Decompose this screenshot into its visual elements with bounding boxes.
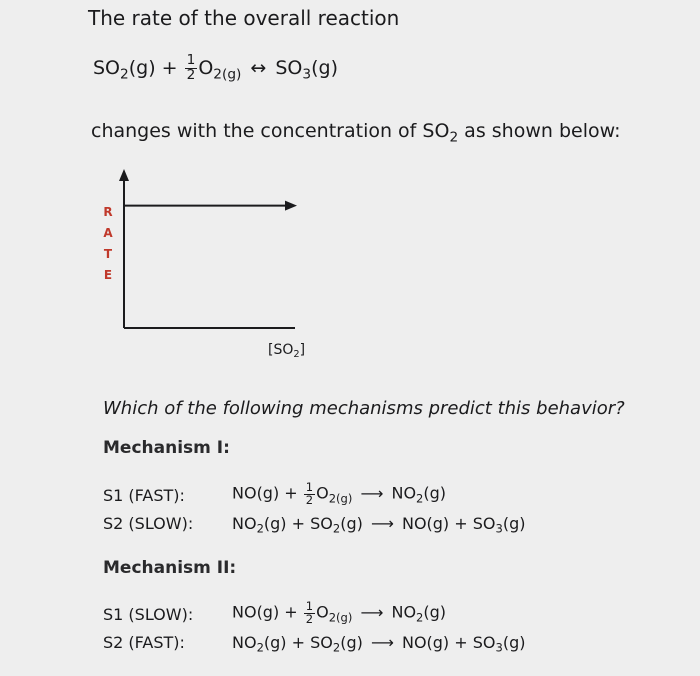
y-axis-letter-e: E	[103, 268, 113, 282]
mechanism-2-step-2-equation: $NO_2(g) + SO_2(g)$ ⟶ $NO(g) + SO_3(g)$	[232, 633, 526, 655]
mechanism-1-step-2-label: S2 (SLOW):	[103, 514, 194, 533]
mechanism-1-step-1-equation: NO(g) + $\frac{1}{2}$ $O_{2(g)}$ ⟶ $NO_2(g)$	[232, 480, 446, 507]
mechanism-1-label: Mechanism I:	[103, 438, 230, 458]
so2-formula: $SO_2(g)$	[93, 56, 156, 83]
mechanism-2-label: Mechanism II:	[103, 558, 237, 578]
mechanism-2-step-1-label: S1 (SLOW):	[103, 605, 194, 624]
o2-formula: $O_{2(g)}$	[198, 56, 242, 83]
one-half-fraction: $\frac{1}{2}$	[305, 599, 314, 626]
y-axis-letter-r: R	[103, 205, 113, 219]
reaction-arrow: ⟶	[370, 514, 394, 533]
reaction-arrow: ⟶	[360, 483, 384, 503]
one-half-fraction: $\frac{1}{2}$	[305, 480, 314, 507]
y-axis-letter-t: T	[103, 247, 113, 261]
one-half-fraction: $\frac{1}{2}$	[186, 52, 196, 83]
y-axis-letter-a: A	[103, 226, 113, 240]
equilibrium-arrow: ↔	[250, 56, 267, 79]
question-prompt: Which of the following mechanisms predict this behavior?	[103, 398, 625, 419]
intro-sentence: changes with the concentration of $SO_2$ as shown below:	[91, 120, 621, 146]
mechanism-1-step-2-equation: $NO_2(g) + SO_2(g)$ ⟶ $NO(g) + SO_3(g)$	[232, 514, 526, 536]
plus-sign: +	[161, 56, 178, 79]
overall-reaction-equation	[93, 54, 338, 83]
mechanism-2-step-1-equation: NO(g) + $\frac{1}{2}$ $O_{2(g)}$ ⟶ $NO_2(g)$	[232, 599, 446, 626]
so3-formula: $SO_3(g)$	[275, 56, 338, 83]
mechanism-1-step-1-label: S1 (FAST):	[103, 486, 185, 505]
mechanism-2-step-2-label: S2 (FAST):	[103, 633, 185, 652]
reaction-arrow: ⟶	[360, 602, 384, 622]
y-axis-label	[103, 205, 113, 282]
x-axis-label: $[SO_2]$	[268, 342, 306, 360]
y-axis-arrowhead	[119, 169, 129, 181]
rate-vs-concentration-graph	[100, 165, 320, 345]
question-title: The rate of the overall reaction	[88, 6, 400, 30]
reaction-arrow: ⟶	[370, 633, 394, 652]
rate-line-arrowhead	[285, 201, 297, 211]
